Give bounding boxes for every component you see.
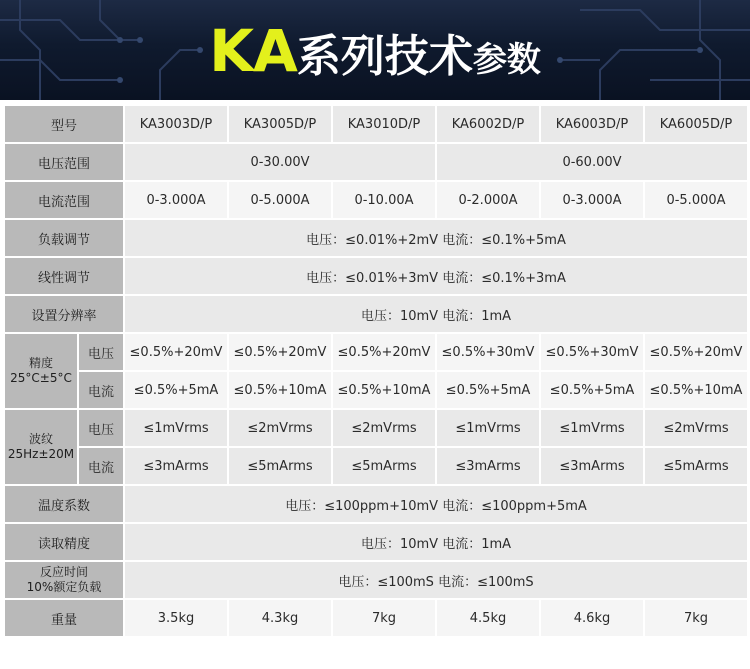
accuracy-condition: 25°C±5°C bbox=[10, 371, 72, 385]
ripple-title: 波纹 bbox=[28, 432, 53, 446]
ripple-voltage-cell: ≤2mVrms bbox=[229, 410, 331, 446]
weight-cell: 7kg bbox=[645, 600, 747, 636]
model-cell: KA6003D/P bbox=[541, 106, 643, 142]
label-line-regulation: 线性调节 bbox=[5, 258, 123, 294]
accuracy-current-cell: ≤0.5%+5mA bbox=[541, 372, 643, 408]
header-banner bbox=[0, 0, 750, 100]
response-title: 反应时间 bbox=[39, 565, 88, 579]
table-row bbox=[5, 334, 747, 370]
readback-cell: 电压：10mV 电流：1mA bbox=[125, 524, 747, 560]
temp-coefficient-cell: 电压：≤100ppm+10mV 电流：≤100ppm+5mA bbox=[125, 486, 747, 522]
weight-cell: 4.5kg bbox=[437, 600, 539, 636]
voltage-range-cell: 0-30.00V bbox=[125, 144, 435, 180]
accuracy-voltage-cell: ≤0.5%+30mV bbox=[437, 334, 539, 370]
current-range-cell: 0-5.000A bbox=[229, 182, 331, 218]
load-regulation-cell: 电压：≤0.01%+2mV 电流：≤0.1%+5mA bbox=[125, 220, 747, 256]
accuracy-voltage-cell: ≤0.5%+30mV bbox=[541, 334, 643, 370]
ripple-voltage-cell: ≤1mVrms bbox=[437, 410, 539, 446]
ripple-voltage-cell: ≤1mVrms bbox=[125, 410, 227, 446]
label-load-regulation: 负载调节 bbox=[5, 220, 123, 256]
accuracy-voltage-cell: ≤0.5%+20mV bbox=[125, 334, 227, 370]
table-row bbox=[5, 144, 747, 180]
table-row bbox=[5, 524, 747, 560]
voltage-range-cell: 0-60.00V bbox=[437, 144, 747, 180]
label-temp-coefficient: 温度系数 bbox=[5, 486, 123, 522]
weight-cell: 7kg bbox=[333, 600, 435, 636]
ripple-current-cell: ≤5mArms bbox=[645, 448, 747, 484]
accuracy-current-cell: ≤0.5%+5mA bbox=[125, 372, 227, 408]
spec-table bbox=[3, 104, 749, 638]
table-row bbox=[5, 410, 747, 446]
ripple-current-cell: ≤3mArms bbox=[541, 448, 643, 484]
title-ka: KA bbox=[209, 17, 297, 85]
accuracy-voltage-cell: ≤0.5%+20mV bbox=[645, 334, 747, 370]
model-cell: KA3005D/P bbox=[229, 106, 331, 142]
table-row bbox=[5, 448, 747, 484]
label-weight: 重量 bbox=[5, 600, 123, 636]
label-response-time bbox=[5, 562, 123, 598]
weight-cell: 4.6kg bbox=[541, 600, 643, 636]
weight-cell: 3.5kg bbox=[125, 600, 227, 636]
response-time-cell: 电压：≤100mS 电流：≤100mS bbox=[125, 562, 747, 598]
weight-cell: 4.3kg bbox=[229, 600, 331, 636]
current-range-cell: 0-2.000A bbox=[437, 182, 539, 218]
label-model: 型号 bbox=[5, 106, 123, 142]
ripple-voltage-cell: ≤1mVrms bbox=[541, 410, 643, 446]
current-range-cell: 0-3.000A bbox=[125, 182, 227, 218]
accuracy-current-cell: ≤0.5%+10mA bbox=[229, 372, 331, 408]
label-voltage-range: 电压范围 bbox=[5, 144, 123, 180]
accuracy-voltage-cell: ≤0.5%+20mV bbox=[333, 334, 435, 370]
table-row bbox=[5, 106, 747, 142]
label-accuracy bbox=[5, 334, 77, 408]
resolution-cell: 电压：10mV 电流：1mA bbox=[125, 296, 747, 332]
table-row bbox=[5, 258, 747, 294]
current-range-cell: 0-5.000A bbox=[645, 182, 747, 218]
label-ripple bbox=[5, 410, 77, 484]
model-cell: KA6002D/P bbox=[437, 106, 539, 142]
current-range-cell: 0-10.00A bbox=[333, 182, 435, 218]
response-condition: 10%额定负载 bbox=[26, 580, 102, 594]
label-voltage: 电压 bbox=[79, 410, 123, 446]
table-row bbox=[5, 600, 747, 636]
ripple-voltage-cell: ≤2mVrms bbox=[645, 410, 747, 446]
ripple-current-cell: ≤5mArms bbox=[333, 448, 435, 484]
ripple-voltage-cell: ≤2mVrms bbox=[333, 410, 435, 446]
table-row bbox=[5, 486, 747, 522]
model-cell: KA6005D/P bbox=[645, 106, 747, 142]
line-regulation-cell: 电压：≤0.01%+3mV 电流：≤0.1%+3mA bbox=[125, 258, 747, 294]
accuracy-title: 精度 bbox=[28, 356, 53, 370]
title-series: 系列技术 bbox=[296, 31, 473, 82]
table-row bbox=[5, 372, 747, 408]
table-row bbox=[5, 562, 747, 598]
label-voltage: 电压 bbox=[79, 334, 123, 370]
accuracy-voltage-cell: ≤0.5%+20mV bbox=[229, 334, 331, 370]
ripple-current-cell: ≤3mArms bbox=[125, 448, 227, 484]
current-range-cell: 0-3.000A bbox=[541, 182, 643, 218]
table-row bbox=[5, 220, 747, 256]
label-current-range: 电流范围 bbox=[5, 182, 123, 218]
ripple-condition: 25Hz±20M bbox=[7, 447, 75, 461]
ripple-current-cell: ≤5mArms bbox=[229, 448, 331, 484]
accuracy-current-cell: ≤0.5%+5mA bbox=[437, 372, 539, 408]
title-params: 参数 bbox=[472, 40, 541, 80]
model-cell: KA3010D/P bbox=[333, 106, 435, 142]
label-current: 电流 bbox=[79, 372, 123, 408]
table-row bbox=[5, 182, 747, 218]
ripple-current-cell: ≤3mArms bbox=[437, 448, 539, 484]
label-readback: 读取精度 bbox=[5, 524, 123, 560]
model-cell: KA3003D/P bbox=[125, 106, 227, 142]
table-row bbox=[5, 296, 747, 332]
accuracy-current-cell: ≤0.5%+10mA bbox=[333, 372, 435, 408]
label-current: 电流 bbox=[79, 448, 123, 484]
accuracy-current-cell: ≤0.5%+10mA bbox=[645, 372, 747, 408]
label-resolution: 设置分辨率 bbox=[5, 296, 123, 332]
page-title bbox=[0, 16, 750, 100]
